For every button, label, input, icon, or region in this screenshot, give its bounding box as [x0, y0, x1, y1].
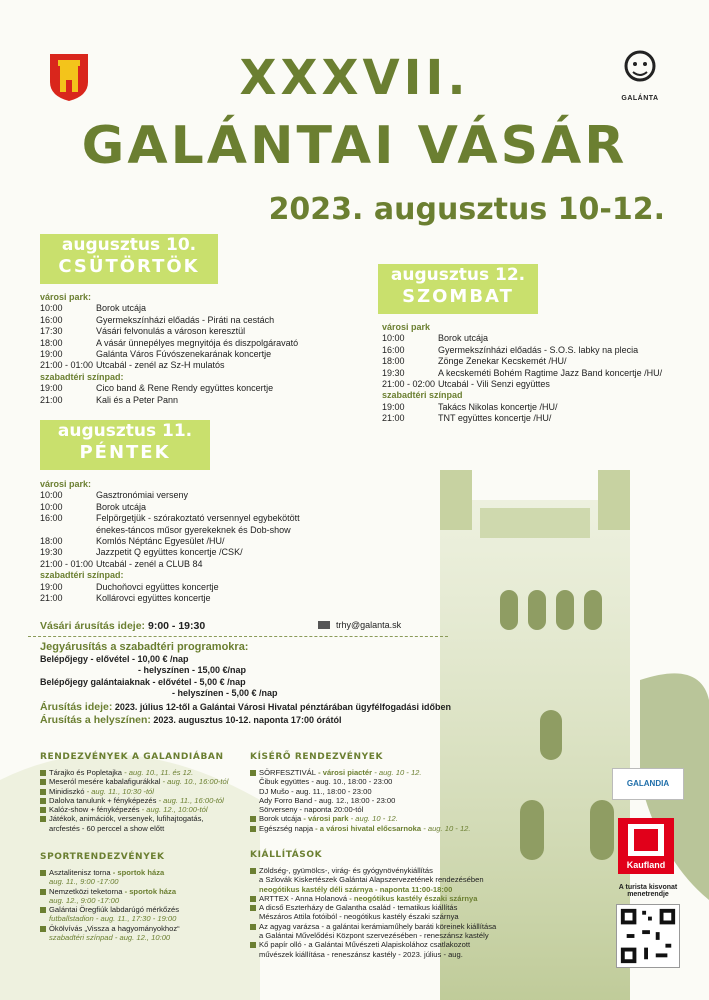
list-item: [250, 824, 490, 833]
event: Felpörgetjük - szórakoztató versennyel egybekötött: [96, 513, 300, 524]
item-title: Borok utcája: [259, 814, 302, 824]
schedule-row: [40, 338, 340, 349]
list-item: [250, 768, 490, 777]
item-place: - a városi hivatal előcsarnoka: [313, 823, 422, 833]
event: Utcabál - zenél az Sz-H mulatós: [96, 360, 225, 371]
item-title: Minidiszkó: [49, 786, 85, 796]
day-name: PÉNTEK: [79, 442, 171, 463]
item-title: SÖRFESZTIVÁL: [259, 768, 316, 777]
event: Borok utcája: [438, 333, 489, 344]
schedule-row: [40, 360, 340, 371]
list-item: [250, 894, 550, 903]
sale-value: 2023. augusztus 10-12. naponta 17:00 órától: [153, 715, 342, 725]
time: 21:00: [382, 413, 405, 424]
item-place: - városi piactér: [315, 768, 373, 777]
item-sub: Mészáros Attila fotóiból - neogótikus kastély északi szárnya: [259, 912, 459, 922]
item-sub: Sörverseny - naponta 20:00-tól: [259, 805, 364, 815]
section-title: városi park: [382, 322, 431, 332]
schedule-row: [40, 502, 370, 513]
list-item: [40, 796, 240, 805]
time: [40, 525, 96, 536]
title-main: GALÁNTAI VÁSÁR: [81, 116, 628, 176]
sale-period: [40, 702, 451, 714]
item-date: - aug. 10., 16:00-tól: [160, 777, 229, 787]
schedule-row: [40, 490, 370, 501]
item-sub: Čibuk együttes - aug. 10., 18:00 - 23:00: [259, 777, 393, 787]
exhibitions: [250, 850, 550, 959]
galandia-events: [40, 752, 240, 833]
schedule-row: [382, 368, 700, 379]
item-sub: a Szlovák Kiskertészek Galántai Alapszervezetének rendezésében: [259, 875, 484, 885]
list-item: Kő papír olló - a Galántai Művészeti Alapiskolához csatlakozott: [250, 940, 550, 949]
kaufland-logo: [618, 818, 674, 874]
event: Kollárovci együttes koncertje: [96, 593, 211, 604]
list-item: [40, 868, 240, 877]
list-item: [40, 787, 240, 796]
time: 10:00: [40, 303, 63, 314]
event-dates: 2023. augusztus 10-12.: [268, 192, 665, 227]
item-place: - sportok háza: [122, 886, 177, 896]
time: 19:00: [382, 401, 405, 412]
list-item: A dicső Eszterházy de Galantha család - tematikus kiállítás: [250, 903, 550, 912]
item-place: - városi park: [301, 814, 349, 824]
opening-label: Vásári árusítás ideje:: [40, 620, 146, 632]
schedule-saturday: [382, 322, 700, 425]
item-date: - aug. 11., 10:30 -tól: [84, 786, 154, 796]
train-schedule-label: A turista kisvonat menetrendje: [618, 884, 678, 898]
list-item: [40, 805, 240, 814]
list-item: [40, 924, 240, 933]
schedule-row: [40, 513, 370, 524]
schedule-row: [40, 525, 370, 536]
time: 19:00: [40, 349, 63, 360]
item-sub: neogótikus kastély déli szárnya - naponta 11:00-18:00: [259, 884, 453, 894]
time: 10:00: [382, 333, 405, 344]
item-title: Meseról mesére kabalafigurákkal: [49, 777, 161, 787]
time: 19:00: [40, 383, 63, 394]
item-title: Asztalitenisz torna: [49, 868, 111, 877]
side-events-heading: KÍSÉRŐ RENDEZVÉNYEK: [250, 752, 384, 762]
schedule-row: [40, 593, 370, 604]
list-item: [250, 814, 490, 823]
list-item: Az agyag varázsa - a galántai kerámiaműhely baráti köreinek kiállítása: [250, 922, 550, 931]
item-title: Játékok, animációk, versenyek, lufihajtogatás,: [49, 814, 204, 824]
day-header-friday: [40, 420, 210, 470]
day-name: CSÜTÖRTÖK: [58, 256, 200, 277]
ticket-line: - helyszínen - 15,00 €/nap: [138, 665, 247, 675]
schedule-row: [382, 333, 700, 344]
schedule-friday: [40, 479, 370, 604]
sport-heading: SPORTRENDEZVÉNYEK: [40, 852, 165, 862]
title-edition: XXXVII.: [239, 50, 470, 106]
item-date: - aug. 10 - 12.: [421, 823, 471, 833]
event: Vásári felvonulás a városon keresztül: [96, 326, 246, 337]
list-item: [40, 777, 240, 786]
event: Komlós Néptánc Egyesület /HU/: [96, 536, 225, 547]
schedule-thursday: [40, 292, 340, 406]
opening-value: 9:00 - 19:30: [147, 620, 206, 632]
schedule-row: [40, 303, 340, 314]
time: 16:00: [382, 344, 405, 355]
section-title: szabadtéri színpad: [382, 390, 463, 401]
day-date: augusztus 11.: [57, 421, 193, 441]
item-date: - aug. 10 - 12.: [348, 814, 398, 824]
schedule-row: [40, 582, 370, 593]
event: Gyermekszínházi előadás - Piráti na cestách: [96, 314, 275, 325]
item-title: Egészség napja: [259, 823, 314, 833]
item-sub: futballstadion - aug. 11., 17:30 - 19:00: [49, 914, 177, 924]
event: Gyermekszínházi előadás - S.O.S. labky na plecia: [438, 344, 639, 355]
item-place: - neogótikus kastély északi szárnya: [347, 893, 478, 903]
list-item: [40, 887, 240, 896]
day-header-saturday: [378, 264, 538, 314]
item-sub: a Galántai Művelődési Központ szervezésében - reneszánsz kastély: [259, 931, 489, 941]
section-title: szabadtéri színpad:: [40, 570, 124, 581]
event: Utcabál - Vili Senzi együttes: [438, 379, 550, 390]
event: A kecskeméti Bohém Ragtime Jazz Band koncertje /HU/: [438, 367, 663, 378]
schedule-row: [382, 402, 700, 413]
time: 17:30: [40, 326, 63, 337]
item-title: ARTTEX - Anna Holanová: [259, 893, 348, 903]
list-item: Zöldség-, gyümölcs-, virág- és gyógynövénykiállítás: [250, 866, 550, 875]
sale-label: Árusítás ideje:: [40, 700, 113, 713]
item-date: - aug. 10 - 12.: [372, 768, 422, 777]
kaufland-text: Kaufland: [626, 860, 666, 870]
side-events-list: [250, 768, 490, 833]
time: 21:00 - 01:00: [40, 558, 94, 569]
kaufland-mark-icon: [628, 824, 664, 856]
schedule-row: [40, 349, 340, 360]
time: 21:00: [40, 394, 63, 405]
event: Takács Nikolas koncertje /HU/: [438, 401, 558, 412]
time: 16:00: [40, 314, 63, 325]
item-title: Nemzetközi teketorna: [49, 886, 123, 896]
event: A vásár ünnepélyes megnyitója és diszpolgáravató: [96, 337, 299, 348]
schedule-row: [40, 383, 340, 394]
item-sub: művészek kiállítása - reneszánsz kastély - 2023. július - aug.: [259, 949, 463, 959]
schedule-row: [40, 395, 340, 406]
schedule-row: [40, 559, 370, 570]
section-title: szabadtéri színpad:: [40, 371, 124, 382]
time: 21:00: [40, 593, 63, 604]
time: 18:00: [40, 536, 63, 547]
item-sub: arcfestés - 60 perccel a show előtt: [49, 823, 165, 833]
qr-code-icon[interactable]: [616, 904, 680, 968]
day-name: SZOMBAT: [402, 286, 514, 307]
item-date: - aug. 11., 16:00-tól: [156, 795, 224, 805]
time: 19:00: [40, 581, 63, 592]
event: Utcabál - zenél a CLUB 84: [96, 558, 203, 569]
time: 19:30: [40, 547, 63, 558]
sale-label: Árusítás a helyszínen:: [40, 714, 151, 726]
item-place: - sportok háza: [110, 868, 165, 877]
time: 18:00: [382, 356, 405, 367]
time: 10:00: [40, 501, 63, 512]
opening-hours: [40, 620, 205, 632]
time: 19:30: [382, 367, 405, 378]
event: Galánta Város Fúvószenekarának koncertje: [96, 349, 272, 360]
theater-label: GALÁNTA: [621, 95, 659, 102]
time: 10:00: [40, 490, 63, 501]
list-item: [40, 905, 240, 914]
sale-onsite: [40, 715, 451, 727]
galandia-heading: RENDEZVÉNYEK A GALANDIÁBAN: [40, 752, 224, 762]
sale-value: 2023. július 12-től a Galántai Városi Hivatal pénztárában ügyfélfogadási időben: [114, 701, 451, 712]
schedule-row: [40, 536, 370, 547]
exhibitions-list: [250, 866, 550, 959]
ticket-line: Belépőjegy - elővétel - 10,00 € /nap: [40, 653, 189, 664]
list-item: [40, 814, 240, 823]
event: Cico band & Rene Rendy együttes koncertje: [96, 383, 274, 394]
divider: [28, 636, 448, 637]
section-title: városi park:: [40, 479, 92, 489]
ticket-line: - helyszínen - 5,00 € /nap: [172, 688, 278, 698]
time: 21:00 - 02:00: [382, 379, 436, 390]
event: Borok utcája: [96, 501, 147, 512]
event: Duchoňovci együttes koncertje: [96, 581, 219, 592]
time: 21:00 - 01:00: [40, 360, 94, 371]
email-text[interactable]: trhy@galanta.sk: [336, 620, 402, 630]
time: 16:00: [40, 513, 63, 524]
event: Jazzpetit Q együttes koncertje /CSK/: [96, 547, 243, 558]
day-date: augusztus 10.: [61, 235, 197, 255]
schedule-row: [382, 379, 700, 390]
item-sub: DJ Mušo - aug. 11., 18:00 - 23:00: [259, 786, 372, 796]
event: Borok utcája: [96, 303, 147, 314]
item-title: Galántai Öregfiúk labdarúgó mérkőzés: [49, 905, 180, 915]
item-sub: aug. 11., 9:00 -17:00: [49, 877, 119, 887]
item-sub: szabadtéri színpad - aug. 12., 10:00: [49, 933, 171, 943]
galandia-logo: GALANDIA: [612, 768, 684, 800]
side-events: [250, 752, 490, 833]
exhibitions-heading: KIÁLLÍTÁSOK: [250, 850, 323, 860]
tickets-heading: Jegyárusítás a szabadtéri programokra:: [40, 641, 249, 653]
galandia-list: [40, 768, 240, 833]
item-title: Dalolva tanulunk + fényképezés: [49, 795, 157, 805]
item-title: Kalóz-show + fényképezés: [49, 805, 140, 815]
ticket-info: [40, 642, 451, 727]
item-sub: aug. 12., 9:00 -17:00: [49, 895, 120, 905]
section-title: városi park:: [40, 292, 92, 302]
schedule-row: [382, 345, 700, 356]
envelope-icon: [318, 621, 330, 629]
event: Gasztronómiai verseny: [96, 490, 189, 501]
sport-events: [40, 852, 240, 942]
ticket-line: Belépőjegy galántaiaknak - elővétel - 5,00 € /nap: [40, 676, 246, 687]
day-header-thursday: [40, 234, 218, 284]
contact-email[interactable]: [318, 620, 401, 630]
list-item: [40, 768, 240, 777]
schedule-row: [40, 547, 370, 558]
schedule-row: [40, 315, 340, 326]
item-date: - aug. 12., 10:00-tól: [139, 805, 208, 815]
event: Zönge Zenekar Kecskemét /HU/: [438, 356, 567, 367]
event: TNT együttes koncertje /HU/: [438, 413, 552, 424]
schedule-row: [40, 326, 340, 337]
schedule-row: [382, 356, 700, 367]
time: 18:00: [40, 337, 63, 348]
item-sub: Ady Forro Band - aug. 12., 18:00 - 23:00: [259, 795, 396, 805]
event: Kali és a Peter Pann: [96, 394, 179, 405]
item-title: Tárajko és Popletajka: [49, 768, 123, 777]
schedule-row: [382, 413, 700, 424]
item-title: Ökölvívás „Vissza a hagyományokhoz“: [49, 923, 180, 933]
sport-list: [40, 868, 240, 942]
event: énekes-táncos műsor gyerekeknek és Dob-show: [96, 524, 291, 535]
day-date: augusztus 12.: [390, 265, 526, 285]
item-date: - aug. 10., 11. és 12.: [122, 768, 194, 777]
